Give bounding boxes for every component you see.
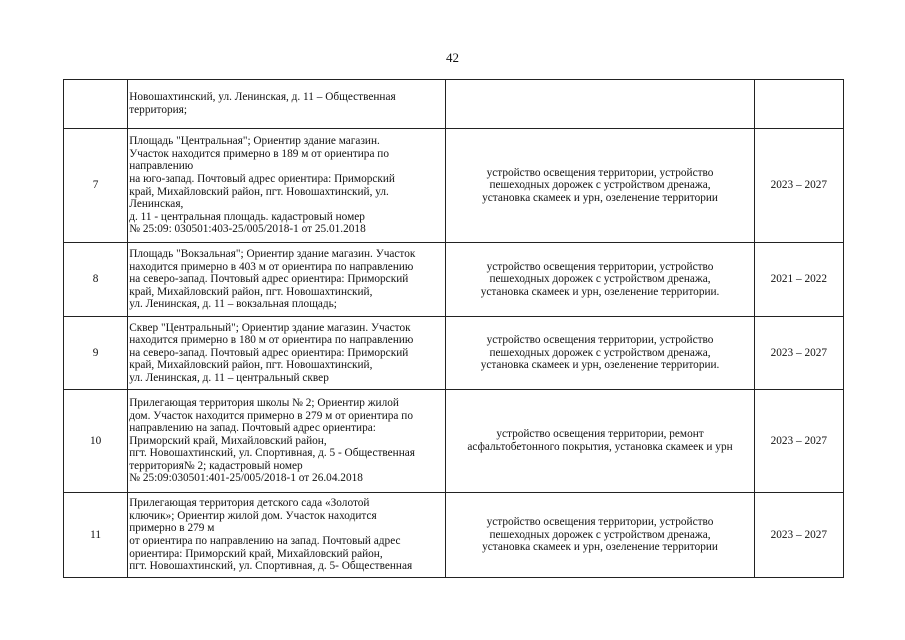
address-line: дом. Участок находится примерно в 279 м от ориентира по — [129, 409, 413, 422]
object-address — [128, 80, 446, 129]
address-line: Приморский край, Михайловский район, — [129, 434, 327, 447]
row-number — [64, 80, 128, 129]
implementation-years: 2023 – 2027 — [754, 390, 843, 493]
row-number: 11 — [64, 493, 128, 578]
address-line: ориентира: Приморский край, Михайловский район, — [129, 547, 383, 560]
works-line: пешеходных дорожек с устройством дренажа, — [489, 179, 711, 192]
object-address — [128, 243, 446, 317]
implementation-years: 2023 – 2027 — [754, 129, 843, 243]
works-line: асфальтобетонного покрытия, установка скамеек и урн — [467, 441, 733, 453]
address-line: Новошахтинский, ул. Ленинская, д. 11 – Общественная — [129, 91, 396, 104]
improvement-table — [63, 79, 844, 578]
planned-works — [446, 493, 754, 578]
works-line: устройство освещения территории, ремонт — [496, 428, 704, 441]
address-line: край, Михайловский район, пгт. Новошахтинский, — [129, 285, 373, 298]
planned-works — [446, 317, 754, 390]
table-row — [64, 493, 844, 578]
object-address — [128, 317, 446, 390]
address-line: находится примерно в 403 м от ориентира по направлению — [129, 260, 414, 273]
address-line: № 25:09: 030501:403-25/005/2018-1 от 25.01.2018 — [129, 223, 366, 236]
works-line: устройство освещения территории, устройство — [486, 334, 714, 347]
object-address — [128, 129, 446, 243]
implementation-years: 2021 – 2022 — [754, 243, 843, 317]
table-row — [64, 129, 844, 243]
address-line: от ориентира по направлению на запад. Почтовый адрес — [129, 535, 401, 547]
planned-works — [446, 80, 754, 129]
table-row — [64, 80, 844, 129]
address-line: направлению — [129, 160, 194, 173]
address-line: ул. Ленинская, д. 11 – центральный сквер — [129, 371, 329, 384]
planned-works — [446, 390, 754, 493]
works-line: пешеходных дорожек с устройством дренажа, — [489, 273, 711, 286]
address-line: пгт. Новошахтинский, ул. Спортивная, д. 5- Общественная — [129, 560, 413, 573]
address-line: край, Михайловский район, пгт. Новошахтинский, — [129, 359, 373, 372]
address-line: территория№ 2; кадастровый номер — [129, 459, 303, 472]
address-line: направлению на запад. Почтовый адрес ориентира: — [129, 422, 376, 435]
works-line: устройство освещения территории, устройство — [486, 516, 714, 529]
address-line: Площадь "Вокзальная"; Ориентир здание магазин. Участок — [129, 248, 416, 261]
implementation-years — [754, 80, 843, 129]
works-line: пешеходных дорожек с устройством дренажа, — [489, 346, 711, 359]
address-line: Прилегающая территория школы № 2; Ориентир жилой — [129, 396, 399, 409]
implementation-years: 2023 – 2027 — [754, 493, 843, 578]
row-number: 10 — [64, 390, 128, 493]
works-line: устройство освещения территории, устройство — [486, 260, 714, 273]
page-number: 42 — [446, 50, 459, 65]
address-line: д. 11 - центральная площадь. кадастровый номер — [129, 210, 365, 223]
table-row — [64, 390, 844, 493]
address-line: ул. Ленинская, д. 11 – вокзальная площадь; — [129, 298, 337, 311]
planned-works — [446, 129, 754, 243]
address-line: край, Михайловский район, пгт. Новошахтинский, ул. — [129, 185, 389, 198]
works-line: пешеходных дорожек с устройством дренажа, — [489, 528, 711, 541]
address-line: территория; — [129, 104, 187, 116]
address-line: примерно в 279 м — [129, 522, 215, 535]
address-line: пгт. Новошахтинский, ул. Спортивная, д. 5 - Общественная — [129, 447, 415, 460]
address-line: ключик»; Ориентир жилой дом. Участок находится — [129, 509, 377, 522]
works-line: установка скамеек и урн, озеленение территории. — [480, 285, 720, 298]
row-number: 9 — [64, 317, 128, 390]
row-number: 7 — [64, 129, 128, 243]
implementation-years: 2023 – 2027 — [754, 317, 843, 390]
works-line: установка скамеек и урн, озеленение территории — [482, 191, 718, 204]
address-line: на северо-запад. Почтовый адрес ориентира: Приморский — [129, 273, 409, 286]
table-row — [64, 317, 844, 390]
address-line: Площадь "Центральная"; Ориентир здание магазин. — [129, 135, 380, 148]
address-line: Сквер "Центральный"; Ориентир здание магазин. Участок — [129, 321, 411, 334]
address-line: Ленинская, — [129, 198, 184, 211]
works-line: установка скамеек и урн, озеленение территории. — [480, 359, 720, 372]
address-line: на северо-запад. Почтовый адрес ориентира: Приморский — [129, 346, 409, 359]
works-line: устройство освещения территории, устройство — [486, 166, 714, 179]
row-number: 8 — [64, 243, 128, 317]
address-line: № 25:09:030501:401-25/005/2018-1 от 26.04.2018 — [129, 472, 363, 485]
object-address — [128, 390, 446, 493]
object-address — [128, 493, 446, 578]
address-line: Участок находится примерно в 189 м от ориентира по — [129, 147, 389, 160]
address-line: на юго-запад. Почтовый адрес ориентира: Приморский — [129, 172, 395, 185]
address-line: находится примерно в 180 м от ориентира по направлению — [129, 334, 414, 347]
table-row — [64, 243, 844, 317]
works-line: установка скамеек и урн, озеленение территории — [482, 541, 718, 554]
planned-works — [446, 243, 754, 317]
address-line: Прилегающая территория детского сада «Золотой — [129, 497, 370, 510]
